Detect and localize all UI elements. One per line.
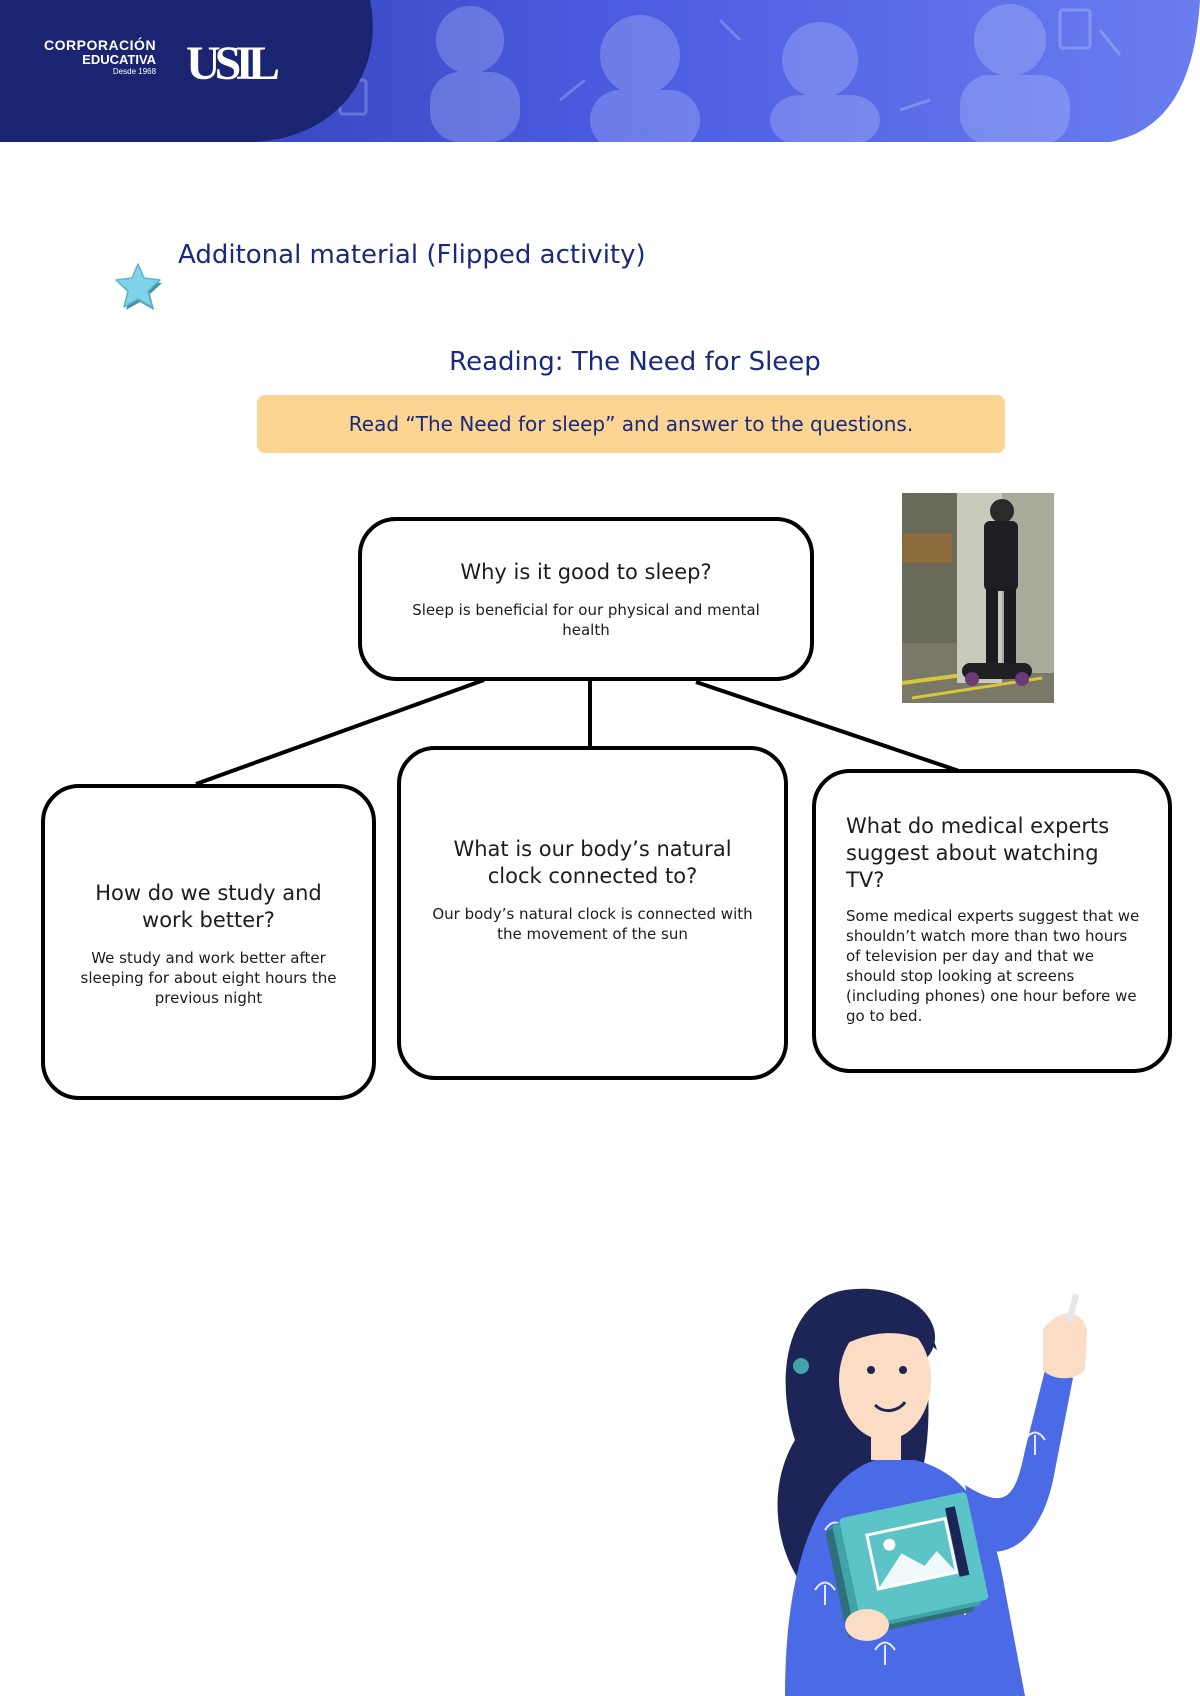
reading-title: Reading: The Need for Sleep xyxy=(449,347,821,377)
left-answer: We study and work better after sleeping for about eight hours the previous night xyxy=(80,949,337,1007)
middle-question-box xyxy=(397,746,788,1080)
middle-question: What is our body’s natural clock connected to? xyxy=(453,837,732,888)
center-question: Why is it good to sleep? xyxy=(460,560,712,584)
left-question-box xyxy=(41,784,376,1100)
right-question-box xyxy=(812,769,1172,1073)
center-answer: Sleep is beneficial for our physical and mental health xyxy=(412,601,760,639)
instruction-text: Read “The Need for sleep” and answer to the questions. xyxy=(348,412,914,436)
right-answer: Some medical experts suggest that we shouldn’t watch more than two hours of television per day and that we should stop looking at screens (including phones) one hour before we go to bed. xyxy=(846,907,1140,1025)
middle-answer: Our body’s natural clock is connected with the movement of the sun xyxy=(432,905,753,943)
logo-line-3: Desde 1968 xyxy=(112,67,157,76)
student-illustration xyxy=(725,1270,1200,1696)
right-question: What do medical experts suggest about watching TV? xyxy=(846,814,1110,892)
section-title: Additonal material (Flipped activity) xyxy=(178,240,646,270)
logo-line-1: CORPORACIÓN xyxy=(44,37,157,53)
usil-logo: USIL xyxy=(186,37,275,90)
center-question-box xyxy=(358,517,814,681)
logo-line-2: EDUCATIVA xyxy=(82,52,157,67)
left-question: How do we study and work better? xyxy=(95,881,322,932)
